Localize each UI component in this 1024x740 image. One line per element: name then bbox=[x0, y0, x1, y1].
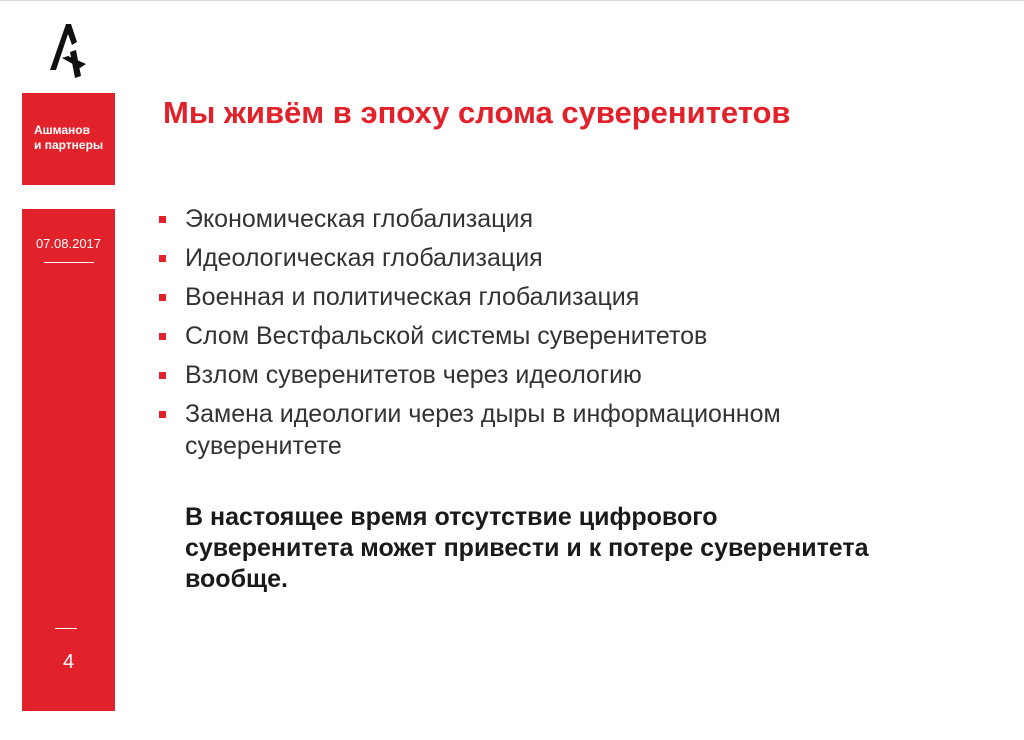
bullet-item bbox=[157, 320, 937, 352]
bullet-square-icon bbox=[159, 411, 166, 418]
sidebar bbox=[22, 209, 115, 711]
bullet-item bbox=[157, 359, 937, 391]
bullet-text: Экономическая глобализация bbox=[185, 205, 533, 233]
bullet-square-icon bbox=[159, 216, 166, 223]
bullet-text: Замена идеологии через дыры в информационном суверенитете bbox=[185, 400, 781, 460]
brand-line-2: и партнеры bbox=[34, 138, 104, 152]
bullet-square-icon bbox=[159, 333, 166, 340]
page-number: 4 bbox=[62, 651, 75, 673]
page-number-divider bbox=[55, 628, 77, 629]
date-divider bbox=[44, 262, 94, 263]
slide-date: 07.08.2017 bbox=[35, 236, 102, 251]
bullet-square-icon bbox=[159, 255, 166, 262]
slide-top-border bbox=[0, 0, 1024, 1]
slide-title: Мы живём в эпоху слома суверенитетов bbox=[163, 95, 791, 130]
bullet-text: Идеологическая глобализация bbox=[185, 244, 543, 272]
bullet-square-icon bbox=[159, 294, 166, 301]
bullet-text: Взлом суверенитетов через идеологию bbox=[185, 361, 642, 389]
bullet-item bbox=[157, 242, 937, 274]
conclusion-text: В настоящее время отсутствие цифрового суверенитета может привести и к потере суверенитета вообще. bbox=[185, 503, 869, 593]
bullet-list bbox=[157, 203, 937, 469]
brand-line-1: Ашманов bbox=[34, 123, 91, 137]
brand-block bbox=[22, 93, 115, 185]
company-logo-icon bbox=[44, 18, 92, 80]
bullet-item bbox=[157, 281, 937, 313]
bullet-item bbox=[157, 398, 905, 462]
bullet-item bbox=[157, 203, 937, 235]
brand-name bbox=[34, 123, 103, 153]
bullet-square-icon bbox=[159, 372, 166, 379]
bullet-text: Слом Вестфальской системы суверенитетов bbox=[185, 322, 708, 350]
bullet-text: Военная и политическая глобализация bbox=[185, 283, 640, 311]
